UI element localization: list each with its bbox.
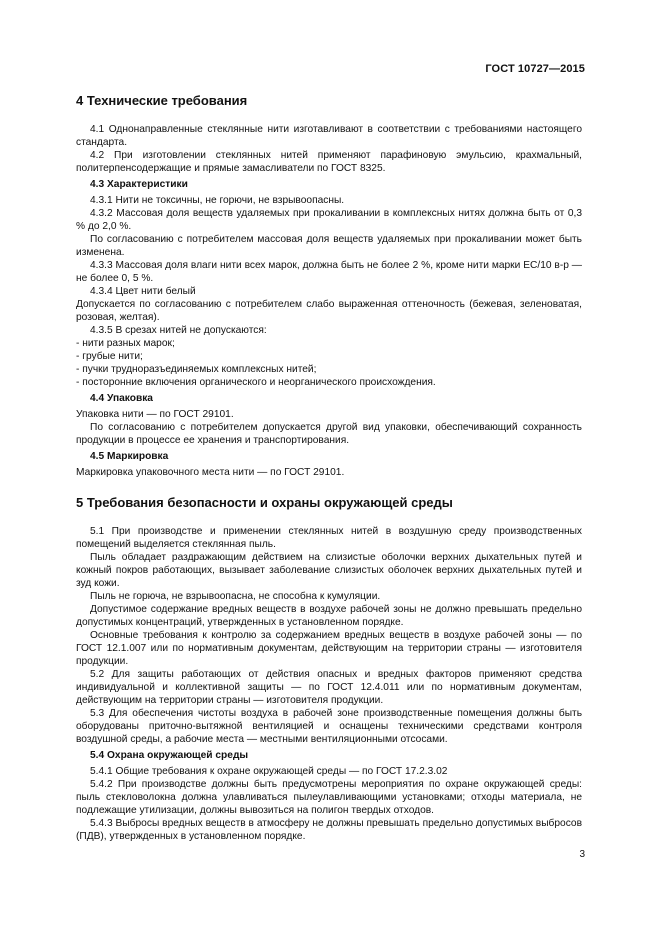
- paragraph-5-1: 5.1 При производстве и применении стеклянных нитей в воздушную среду производственных помещений выделяется стеклянная пыль.: [76, 526, 582, 550]
- paragraph-4-3-2: 4.3.2 Массовая доля веществ удаляемых при прокаливании в комплексных нитях должна быть от 0,3 % до 2,0 %.: [76, 208, 582, 232]
- paragraph-4-3-1: 4.3.1 Нити не токсичны, не горючи, не взрывоопасны.: [90, 195, 345, 206]
- paragraph-5-1-b: Пыль обладает раздражающим действием на слизистые оболочки верхних дыхательных путей и кожный покров работающих, вызывает заболевание слизистых оболочек верхних дыхательных путей и зуд кожи.: [76, 552, 582, 589]
- paragraph-4-3-3: 4.3.3 Массовая доля влаги нити всех марок, должна быть не более 2 %, кроме нити марки ЕС/10 в-р — не более 0, 5 %.: [76, 260, 582, 284]
- paragraph-4-4-a: Упаковка нити — по ГОСТ 29101.: [76, 409, 234, 420]
- list-item: - пучки трудноразъединяемых комплексных нитей;: [76, 364, 317, 375]
- list-item: - грубые нити;: [76, 351, 143, 362]
- paragraph-4-3-4-note: Допускается по согласованию с потребителем слабо выраженная оттеночность (бежевая, зеленоватая, розовая, желтая).: [76, 299, 582, 323]
- paragraph-5-1-c: Пыль не горюча, не взрывоопасна, не способна к кумуляции.: [90, 591, 381, 602]
- page-number: 3: [579, 849, 585, 860]
- paragraph-5-2: 5.2 Для защиты работающих от действия опасных и вредных факторов применяют средства индивидуальной и коллективной защиты — по ГОСТ 12.4.011 или по нормативным документам, действующим на территории страны — изготовителя продукции.: [76, 669, 582, 706]
- subsection-4-5-title: 4.5 Маркировка: [90, 451, 169, 462]
- section-5-title: 5 Требования безопасности и охраны окружающей среды: [76, 495, 453, 510]
- section-4-title: 4 Технические требования: [76, 93, 248, 108]
- paragraph-4-2: 4.2 При изготовлении стеклянных нитей применяют парафиновую эмульсию, крахмальный, политерпенсодержащие и прямые замасливатели по ГОСТ 8325.: [76, 150, 582, 174]
- page-content: [76, 93, 582, 843]
- paragraph-5-3: 5.3 Для обеспечения чистоты воздуха в рабочей зоне производственные помещения должны быть оборудованы приточно-вытяжной вентиляцией и оснащены техническими средствами контроля воздушной среды, а рабочие места — местными вентиляционными отсосами.: [76, 708, 582, 745]
- paragraph-4-3-2-note: По согласованию с потребителем массовая доля веществ удаляемых при прокаливании может быть изменена.: [76, 234, 582, 258]
- subsection-4-4-title: 4.4 Упаковка: [90, 393, 153, 404]
- paragraph-5-4-3: 5.4.3 Выбросы вредных веществ в атмосферу не должны превышать предельно допустимых выбросов (ПДВ), утвержденных в установленном порядке.: [76, 818, 582, 842]
- paragraph-5-4-2: 5.4.2 При производстве должны быть предусмотрены мероприятия по охране окружающей среды: пыль стекловолокна должна улавливаться пылеулавливающими установками; отходы материала, не подлежащие утилизации, должны вывозиться на полигон твердых отходов.: [76, 779, 582, 816]
- paragraph-5-1-d: Допустимое содержание вредных веществ в воздухе рабочей зоны не должно превышать предельно допустимых концентраций, утвержденных в установленном порядке.: [76, 604, 582, 628]
- subsection-4-3-title: 4.3 Характеристики: [90, 179, 188, 190]
- document-code: ГОСТ 10727—2015: [485, 63, 585, 75]
- list-item: - посторонние включения органического и неорганического происхождения.: [76, 377, 436, 388]
- paragraph-4-1: 4.1 Однонаправленные стеклянные нити изготавливают в соответствии с требованиями настоящего стандарта.: [76, 124, 582, 148]
- paragraph-4-4-b: По согласованию с потребителем допускается другой вид упаковки, обеспечивающий сохранность продукции в процессе ее хранения и транспортирования.: [76, 422, 582, 446]
- paragraph-5-4-1: 5.4.1 Общие требования к охране окружающей среды — по ГОСТ 17.2.3.02: [90, 766, 448, 777]
- paragraph-4-5: Маркировка упаковочного места нити — по ГОСТ 29101.: [76, 467, 345, 478]
- list-item: - нити разных марок;: [76, 338, 175, 349]
- subsection-5-4-title: 5.4 Охрана окружающей среды: [90, 750, 249, 761]
- paragraph-5-1-e: Основные требования к контролю за содержанием вредных веществ в воздухе рабочей зоны — по ГОСТ 12.1.007 или по нормативным документам, действующим на территории страны — изготовителя продукции.: [76, 630, 582, 667]
- paragraph-4-3-5: 4.3.5 В срезах нитей не допускаются:: [90, 325, 267, 336]
- paragraph-4-3-4: 4.3.4 Цвет нити белый: [90, 286, 196, 297]
